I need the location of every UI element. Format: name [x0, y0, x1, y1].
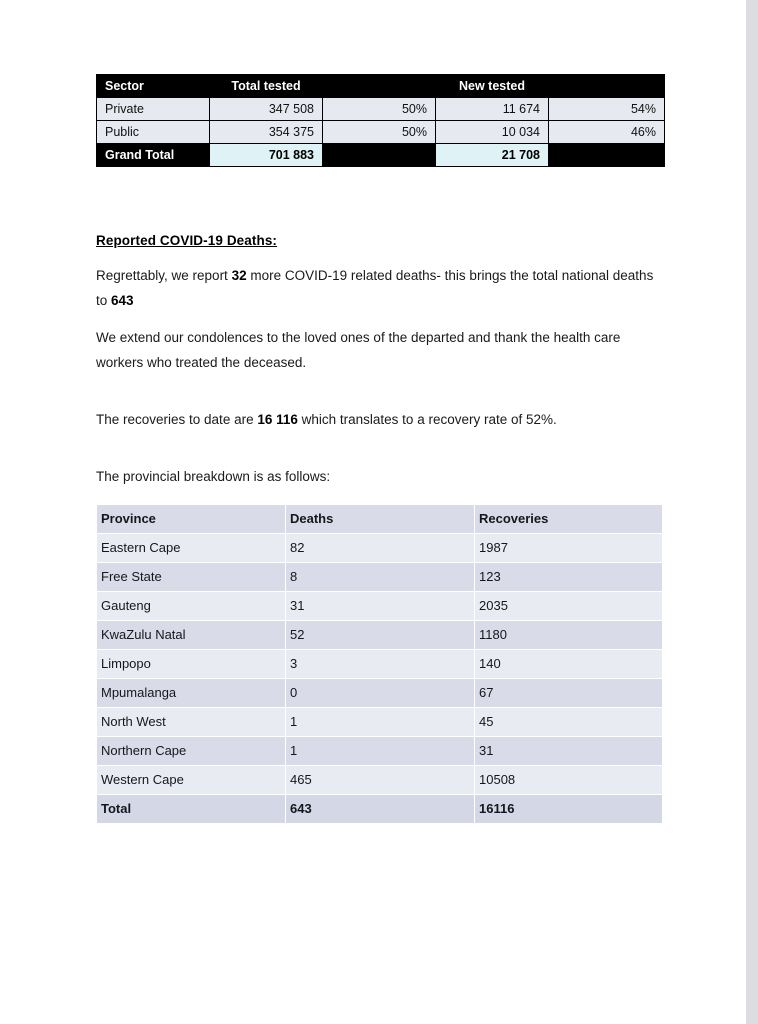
cell-sector: Private [97, 98, 210, 121]
cell-province: Free State [97, 562, 286, 591]
cell-province: Gauteng [97, 591, 286, 620]
cell-deaths: 1 [286, 736, 475, 765]
cell-recoveries: 1987 [475, 533, 663, 562]
table-row [97, 736, 663, 765]
table-header-row [97, 504, 663, 533]
th-total-tested: Total tested [210, 75, 323, 98]
cell-deaths: 3 [286, 649, 475, 678]
cell-deaths: 0 [286, 678, 475, 707]
table-row [97, 562, 663, 591]
condolences-paragraph: We extend our condolences to the loved ones of the departed and thank the health care workers who treated the deceased. [96, 329, 621, 370]
cell-total-recoveries: 16116 [475, 794, 663, 823]
cell-province: Limpopo [97, 649, 286, 678]
table-row [97, 121, 665, 144]
cell-province: Western Cape [97, 765, 286, 794]
deaths-paragraph [96, 264, 664, 314]
cell-total-label: Total [97, 794, 286, 823]
provincial-table-body [97, 533, 663, 823]
deaths-intro-text-2: more COVID-19 related deaths- this brings the total national deaths to [96, 268, 654, 308]
th-recoveries: Recoveries [475, 504, 663, 533]
cell-total-deaths: 643 [286, 794, 475, 823]
cell-province: North West [97, 707, 286, 736]
cell-grand-new-pct [549, 144, 665, 167]
th-province: Province [97, 504, 286, 533]
cell-deaths: 82 [286, 533, 475, 562]
cell-province: Northern Cape [97, 736, 286, 765]
testing-table-body [97, 98, 665, 167]
document-content [96, 0, 664, 824]
deaths-intro-text-1: Regrettably, we report [96, 268, 232, 283]
cell-new-pct: 54% [549, 98, 665, 121]
cell-deaths: 8 [286, 562, 475, 591]
cell-sector: Public [97, 121, 210, 144]
cell-new-pct: 46% [549, 121, 665, 144]
th-deaths: Deaths [286, 504, 475, 533]
cell-grand-total-pct [323, 144, 436, 167]
recoveries-text-2: which translates to a recovery rate of 52%. [297, 411, 557, 427]
cell-recoveries: 1180 [475, 620, 663, 649]
provincial-table-header [97, 504, 663, 533]
th-total-pct [323, 75, 436, 98]
breakdown-intro-paragraph: The provincial breakdown is as follows: [96, 468, 331, 484]
cell-recoveries: 10508 [475, 765, 663, 794]
cell-total-tested: 354 375 [210, 121, 323, 144]
cell-recoveries: 67 [475, 678, 663, 707]
cell-province: Eastern Cape [97, 533, 286, 562]
provincial-breakdown-table [96, 504, 663, 824]
cell-total-pct: 50% [323, 98, 436, 121]
page-right-gutter [746, 0, 758, 1024]
th-new-pct [549, 75, 665, 98]
testing-table-header [97, 75, 665, 98]
cell-recoveries: 2035 [475, 591, 663, 620]
cell-recoveries: 45 [475, 707, 663, 736]
cell-deaths: 52 [286, 620, 475, 649]
cell-province: KwaZulu Natal [97, 620, 286, 649]
table-row [97, 678, 663, 707]
table-row-grand-total [97, 144, 665, 167]
cell-deaths: 465 [286, 765, 475, 794]
recoveries-text-1: The recoveries to date are [96, 411, 258, 427]
cell-deaths: 31 [286, 591, 475, 620]
recoveries-paragraph [96, 408, 664, 433]
testing-summary-table [96, 74, 665, 167]
cell-new-tested: 11 674 [436, 98, 549, 121]
cell-deaths: 1 [286, 707, 475, 736]
table-row [97, 533, 663, 562]
cell-recoveries: 31 [475, 736, 663, 765]
cell-total-pct: 50% [323, 121, 436, 144]
deaths-count-value: 32 [231, 268, 247, 283]
table-row-total [97, 794, 663, 823]
cell-total-tested: 347 508 [210, 98, 323, 121]
table-row [97, 620, 663, 649]
cell-grand-total-label: Grand Total [97, 144, 210, 167]
table-row [97, 591, 663, 620]
deaths-section-heading: Reported COVID-19 Deaths: [96, 233, 278, 248]
cell-grand-total-tested: 701 883 [210, 144, 323, 167]
table-row [97, 649, 663, 678]
cell-recoveries: 123 [475, 562, 663, 591]
table-row [97, 98, 665, 121]
th-new-tested: New tested [436, 75, 549, 98]
cell-recoveries: 140 [475, 649, 663, 678]
table-row [97, 765, 663, 794]
recoveries-count-value: 16 116 [257, 411, 298, 427]
table-header-row [97, 75, 665, 98]
cell-grand-new-tested: 21 708 [436, 144, 549, 167]
cell-new-tested: 10 034 [436, 121, 549, 144]
cell-province: Mpumalanga [97, 678, 286, 707]
table-row [97, 707, 663, 736]
deaths-total-value: 643 [111, 292, 134, 308]
th-sector: Sector [97, 75, 210, 98]
